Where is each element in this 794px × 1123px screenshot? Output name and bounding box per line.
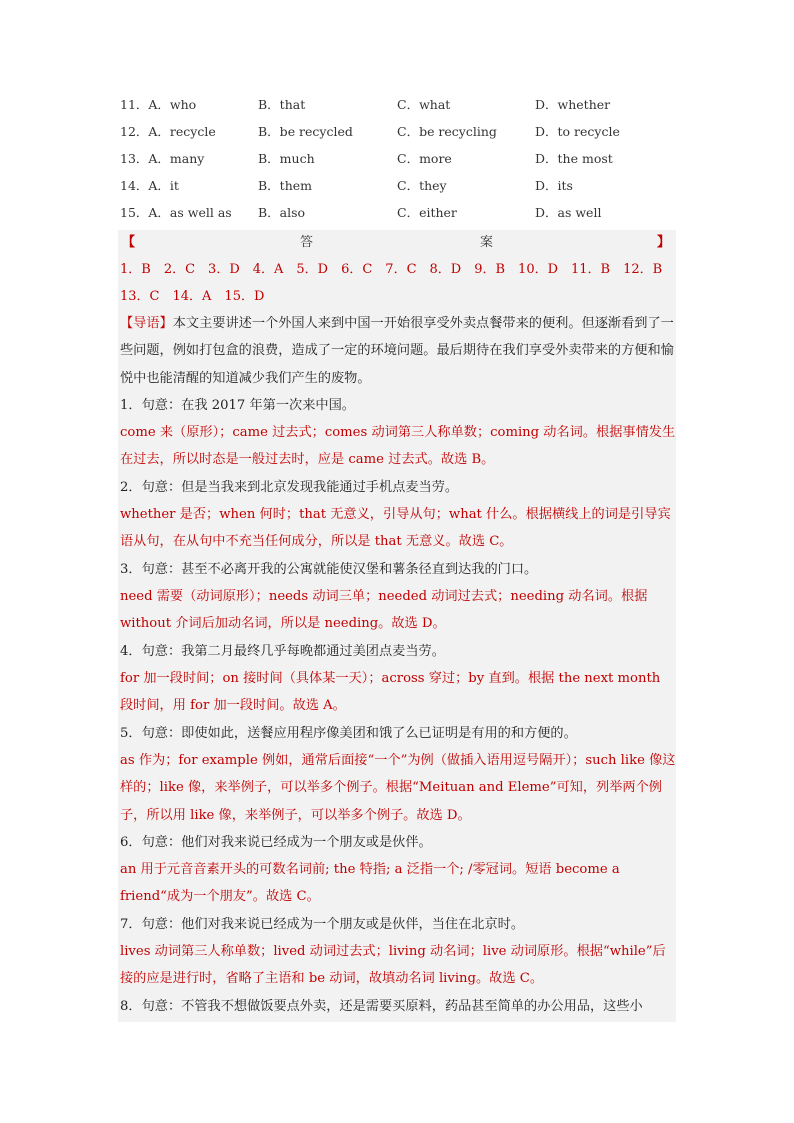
option-d: D．as well [535, 205, 602, 220]
option-c: C．either [397, 205, 457, 220]
explanation-question-5: 5．句意：即使如此，送餐应用程序像美团和饿了么已证明是有用的和方便的。 [120, 726, 577, 741]
option-a: 15．A．as well as [120, 205, 232, 220]
option-a: 14．A．it [120, 178, 179, 193]
option-c: C．they [397, 178, 447, 193]
explanation-question-2: 2．句意：但是当我来到北京发现我能通过手机点麦当劳。 [120, 480, 459, 495]
explanation-question-7: 7．句意：他们对我来说已经成为一个朋友或是伙伴，当住在北京时。 [120, 917, 525, 932]
option-a: 11．A．who [120, 97, 197, 112]
answer-header-char-1: 答 [300, 235, 314, 250]
option-row-13 [120, 148, 700, 170]
explanation-analysis-4: for 加一段时间；on 接时间（具体某一天）；across 穿过；by 直到。根据 the next month 段时间，用 for 加一段时间。故选 A。 [120, 671, 661, 714]
guide-tag: 【导语】 [120, 316, 173, 331]
option-b: B．also [258, 205, 306, 220]
explanation-question-8: 8．句意：不管我不想做饭要点外卖，还是需要买原料，药品甚至简单的办公用品，这些小 [120, 999, 643, 1014]
option-b: B．them [258, 178, 313, 193]
explanation-question-1: 1．句意：在我 2017 年第一次来中国。 [120, 398, 355, 413]
option-d: D．the most [535, 151, 613, 166]
option-d: D．to recycle [535, 124, 620, 139]
option-c: C．be recycling [397, 124, 497, 139]
left-bracket: 【 [122, 235, 136, 250]
answer-header [118, 230, 676, 256]
option-b: B．be recycled [258, 124, 353, 139]
explanation-question-3: 3．句意：甚至不必离开我的公寓就能使汉堡和薯条径直到达我的门口。 [120, 562, 538, 577]
option-a: 12．A．recycle [120, 124, 216, 139]
answer-section [118, 230, 676, 1022]
explanation-question-6: 6．句意：他们对我来说已经成为一个朋友或是伙伴。 [120, 835, 432, 850]
explanation-analysis-7: lives 动词第三人称单数；lived 动词过去式；living 动名词；live 动词原形。根据“while”后接的应是进行时，省略了主语和 be 动词，故填动名词 living。故选 C。 [120, 944, 666, 987]
option-a: 13．A．many [120, 151, 205, 166]
guide-text: 本文主要讲述一个外国人来到中国一开始很享受外卖点餐带来的便利。但逐渐看到了一些问题，例如打包盒的浪费，造成了一定的环境问题。最后期待在我们享受外卖带来的方便和愉悦中也能清醒的知道减少我们产生的废物。 [120, 316, 674, 386]
answer-header-char-2: 案 [480, 235, 494, 250]
option-d: D．its [535, 178, 573, 193]
answer-key-line-2: 13．C 14．A 15．D [120, 289, 265, 304]
option-b: B．that [258, 97, 306, 112]
option-row-14 [120, 175, 700, 197]
explanation-analysis-6: an 用于元音音素开头的可数名词前; the 特指; a 泛指一个; /零冠词。短语 become a friend“成为一个朋友”。故选 C。 [120, 862, 620, 905]
option-c: C．more [397, 151, 452, 166]
right-bracket: 】 [656, 235, 670, 250]
explanation-analysis-2: whether 是否；when 何时；that 无意义，引导从句；what 什么。根据横线上的词是引导宾语从句，在从句中不充当任何成分，所以是 that 无意义。故选 C。 [120, 507, 671, 550]
explanation-question-4: 4．句意：我第二月最终几乎每晚都通过美团点麦当劳。 [120, 644, 445, 659]
explanation-analysis-3: need 需要（动词原形）；needs 动词三单；needed 动词过去式；needing 动名词。根据 without 介词后加动名词，所以是 needing。故选 D。 [120, 589, 648, 632]
answer-key-line-1: 1．B 2．C 3．D 4．A 5．D 6．C 7．C 8．D 9．B 10．D 11．B 12．B [120, 262, 663, 277]
option-d: D．whether [535, 97, 611, 112]
option-row-11 [120, 94, 700, 116]
option-row-15 [120, 202, 700, 224]
option-b: B．much [258, 151, 315, 166]
explanation-analysis-5: as 作为；for example 例如，通常后面接“一个”为例（做插入语用逗号隔开）；such like 像这样的；like 像，来举例子，可以举多个例子。根据“Meituan and Eleme”可知，列举两个例子，所以用 like 像，来举例子，可以举多个例子。故选 D。 [120, 753, 676, 823]
guide-paragraph [120, 310, 676, 392]
option-row-12 [120, 121, 700, 143]
option-c: C．what [397, 97, 451, 112]
explanation-analysis-1: come 来（原形）；came 过去式；comes 动词第三人称单数；coming 动名词。根据事情发生在过去，所以时态是一般过去时，应是 came 过去式。故选 B。 [120, 425, 676, 468]
